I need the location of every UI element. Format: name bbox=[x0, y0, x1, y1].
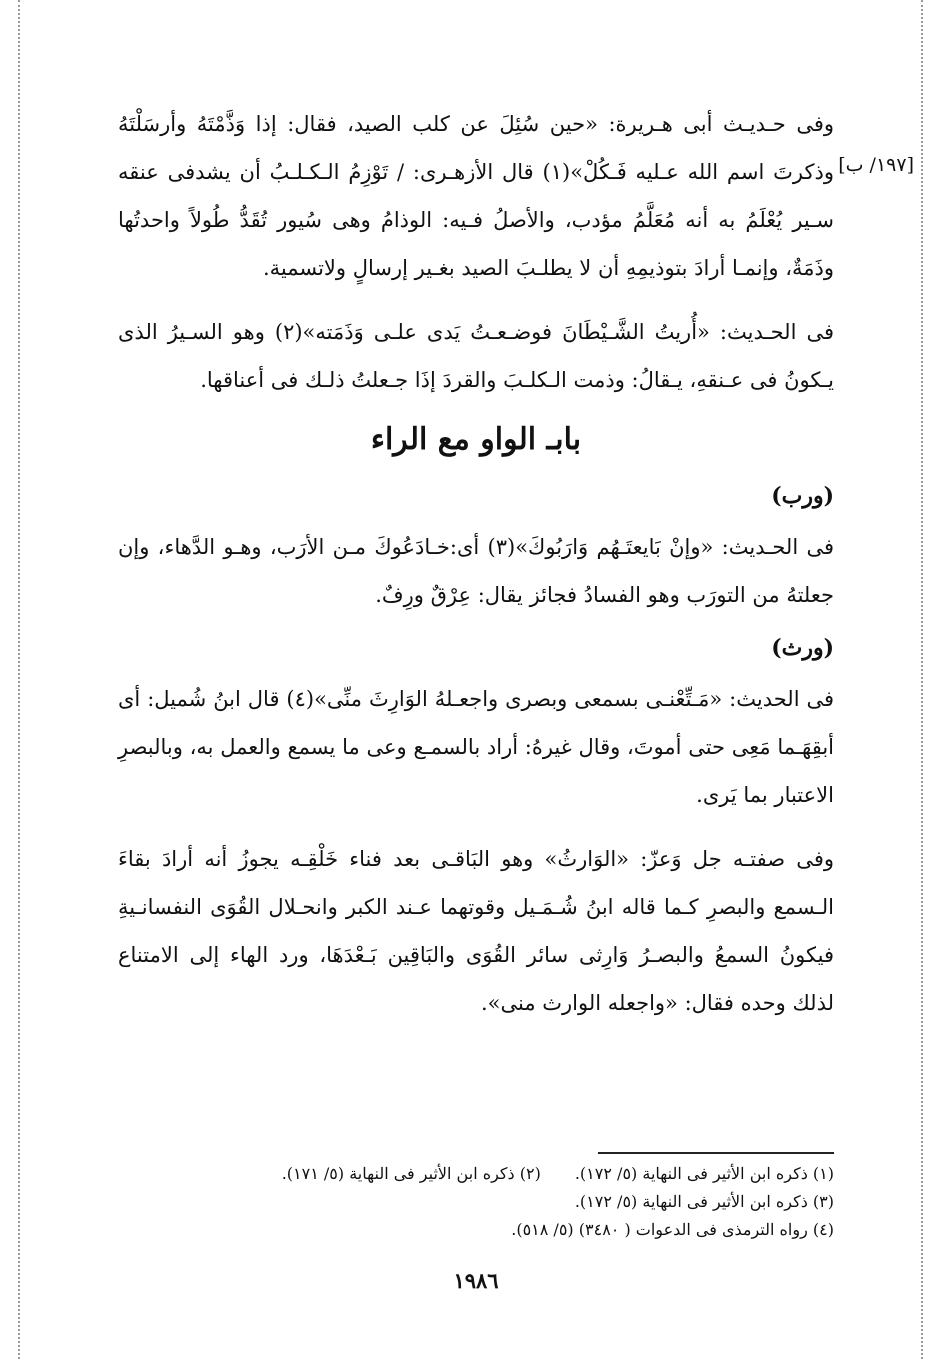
main-text-block bbox=[118, 100, 834, 1043]
footnote-row bbox=[118, 1188, 834, 1216]
entry-text-warath-continued: وفى صفتـه جل وَعزّ: «الوَارثُ» وهو البَاقـى بعد فناء خَلْقِـه يجوزُ أنه أرادَ بقاءَ الـسمع والبصرِ كـما قاله ابنُ شُـمَـيل وقوتهما عـند الكبر وانحـلال القُوَى النفسانـيةِ فيكونُ السمعُ والبصـرُ وَارِثى سائر القُوَى والبَاقِين بَـعْدَهَا، ورد الهاء إلى الامتناع لذلك وحده فقال: «واجعله الوارث منى». bbox=[118, 847, 834, 1015]
footnote-3: (٣) ذكره ابن الأثير فى النهاية (٥/ ١٧٢). bbox=[574, 1192, 834, 1211]
paragraph-hadith-abu-hurayra: وفى حـديـث أبى هـريرة: «حين سُئِلَ عن كلب الصيد، فقال: إذا وَذَّمْتَهُ وأرسَلْتَهُ وذكرتَ اسم الله عـليه فَـكُلْ»(١) قال الأزهـرى: / تَوْزِمُ الـكـلـبُ أن يشدفى عنقه سـير يُعْلَمُ به أنه مُعَلَّمُ مؤدب، والأصلُ فـيه: الوذامُ وهى سُيور تُقَدُّ طُولاً واحدتُها وذَمَةٌ، وإنمـا أرادَ بتوذيمِهِ أن لا يطلـبَ الصيد بغـير إرسالٍ ولاتسمية. bbox=[118, 112, 834, 280]
footnote-1: (١) ذكره ابن الأثير فى النهاية (٥/ ١٧٢). bbox=[574, 1164, 834, 1183]
footnotes bbox=[118, 1160, 834, 1244]
entry-head-warath: (ورث) bbox=[771, 635, 834, 661]
footnote-separator-rule bbox=[598, 1152, 834, 1154]
page-number: ١٩٨٦ bbox=[453, 1268, 499, 1293]
footnote-2: (٢) ذكره ابن الأثير فى النهاية (٥/ ١٧١). bbox=[281, 1164, 541, 1183]
left-edge-dotted-line bbox=[18, 0, 20, 1359]
section-title: بابـ الواو مع الراء bbox=[370, 422, 582, 457]
paragraph-hadith-shaytan: فى الحـديث: «أُريتُ الشَّـيْطَانَ فوضـعـتُ يَدى علـى وَذَمَته»(٢) وهو السـيرُ الذى يـكونُ فى عـنقهِ، يـقالُ: وذمت الـكلـبَ والقردَ إذَا جـعلتُ ذلـك فى أعناقها. bbox=[118, 320, 834, 392]
entry-text-warab: فى الحـديث: «وإنْ بَايعتَـهُم وَارَبُوكَ»(٣) أى:خـادَعُوكَ مـن الأرَب، وهـو الدَّهاء، وإن جعلتهُ من التورَب وهو الفسادُ فجائز يقال: عِرْقٌ ورِفٌ. bbox=[118, 535, 834, 607]
entry-text-warath: فى الحديث: «مَـتِّعْنـى بسمعى وبصرى واجعـلهُ الوَارِثَ منِّى»(٤) قال ابنُ شُميل: أى أبقِهَـما مَعِى حتى أموتَ، وقال غيرهُ: أراد بالسمـع وعى ما يسمع والعمل به، وبالبصرِ الاعتبار بما يَرى. bbox=[118, 687, 835, 807]
footnote-4: (٤) رواه الترمذى فى الدعوات ( ٣٤٨٠) (٥/ ٥١٨). bbox=[511, 1220, 834, 1239]
footnote-row bbox=[118, 1160, 834, 1188]
entry-head-warab: (ورب) bbox=[771, 483, 834, 509]
footnote-row bbox=[118, 1216, 834, 1244]
margin-folio-note: [١٩٧/ ب] bbox=[838, 154, 914, 176]
right-edge-dotted-line bbox=[921, 0, 923, 1359]
